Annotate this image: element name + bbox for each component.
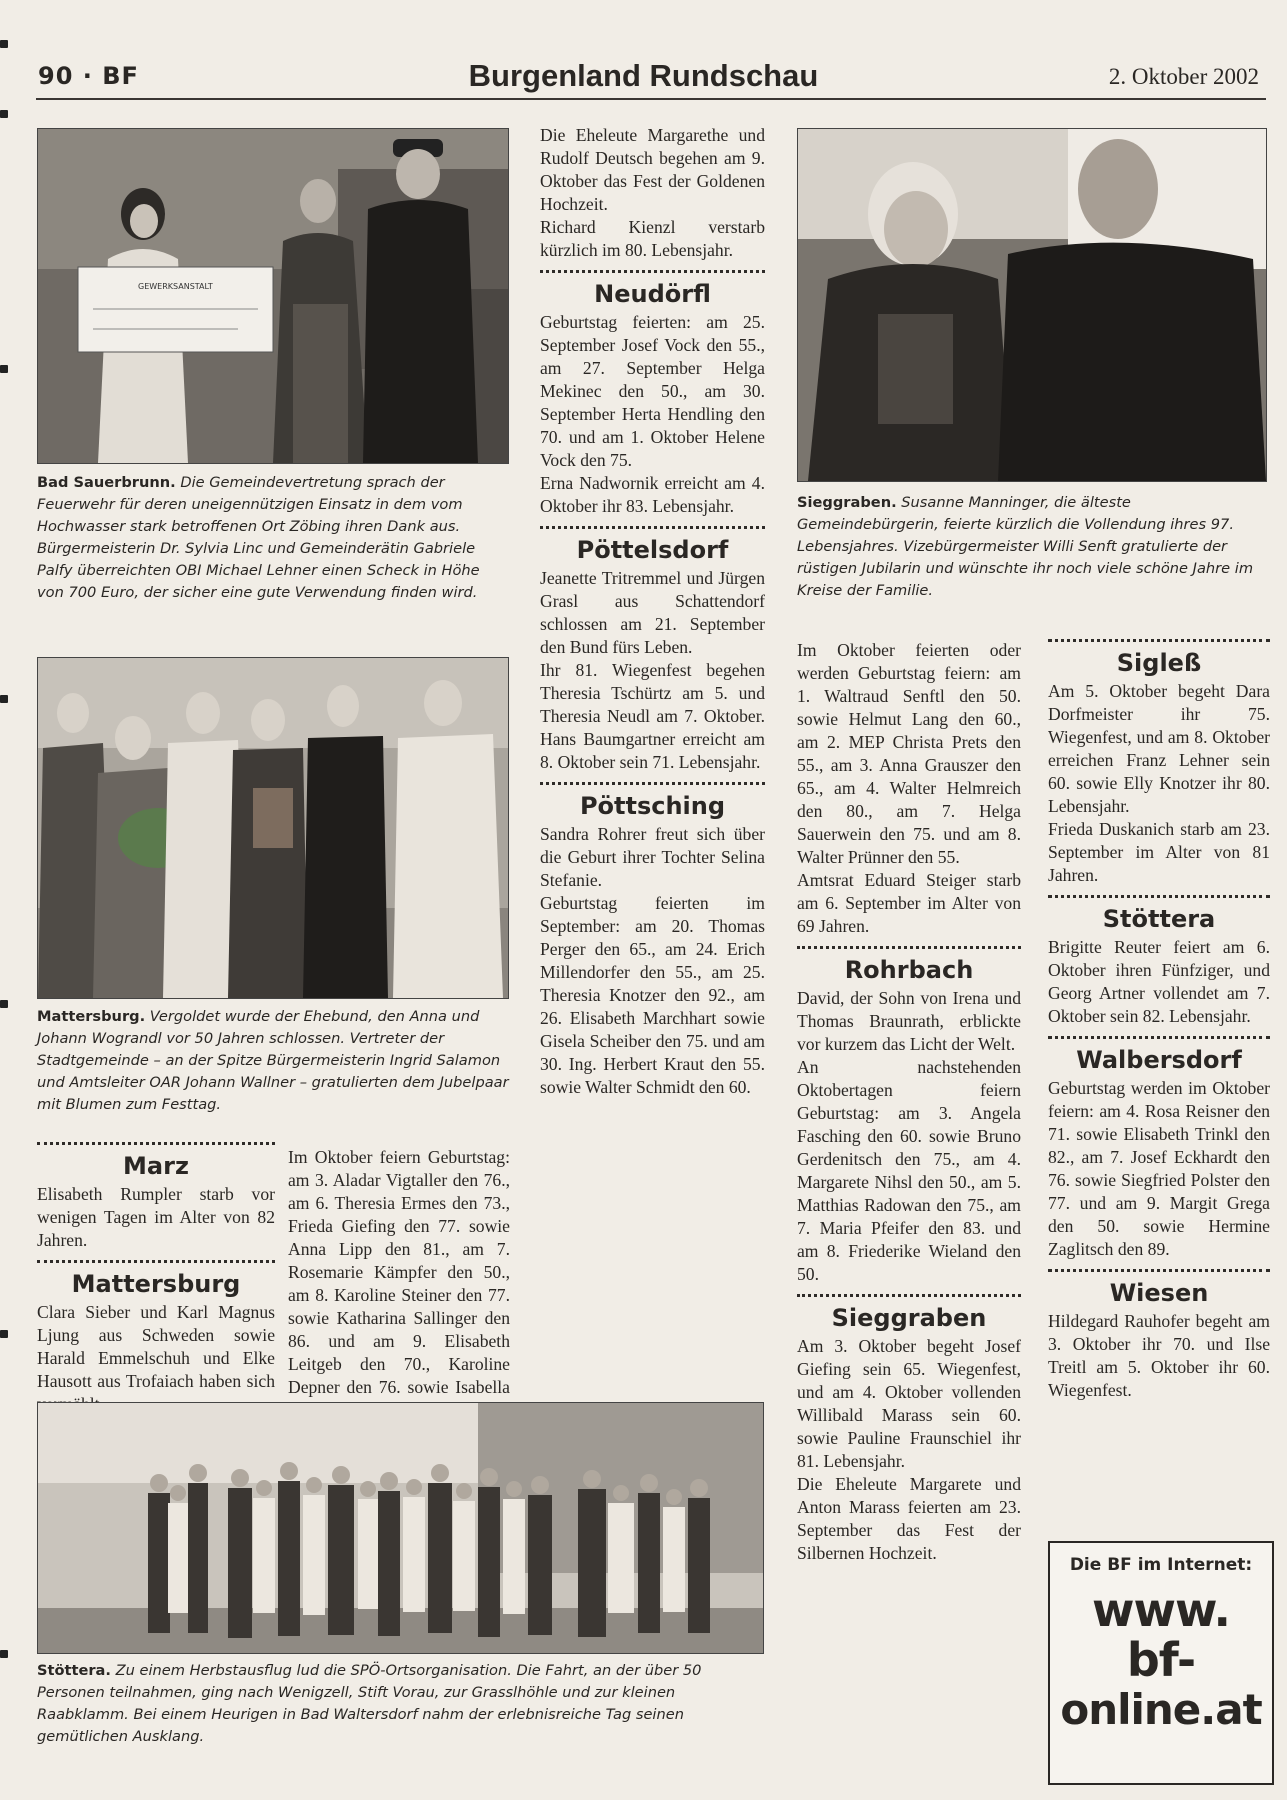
column-2-lower [288, 1146, 510, 1422]
section-body-poettsching-2: Geburtstag feierten im September: am 20. Thomas Perger den 65., am 24. Erich Millendorfer den 55., am 25. Theresia Knotzer den 92., am 26. Elisabeth Marchhart sowie Gisela Scheiber den 75. und am 30. Ing. Herbert Kraut den 55. sowie Walter Schmidt den 60. [540, 893, 765, 1097]
caption-text: Die Gemeindevertretung sprach der Feuerwehr für deren uneigennützigen Einsatz in dem vom Hochwasser stark betroffenen Ort Zöbing ihren Dank aus. Bürgermeisterin Dr. Sylvia Linc und Gemeinderätin Gabriele Palfy überreichten OBI Michael Lehner einen Scheck in Höhe von 700 Euro, der sicher eine gute Verwendung finden wird. [37, 474, 480, 601]
newspaper-title: Burgenland Rundschau [468, 58, 819, 93]
caption-bad-sauerbrunn [37, 472, 511, 604]
section-divider [37, 1142, 275, 1145]
section-head-sieggraben: Sieggraben [831, 1304, 987, 1332]
section-divider [1048, 1269, 1270, 1272]
section-divider [37, 1260, 275, 1263]
section-divider [540, 782, 765, 785]
page-number: 90 · BF [38, 62, 139, 90]
section-divider [540, 526, 765, 529]
section-divider [797, 946, 1021, 949]
ad-url-line-2: bf- [1126, 1633, 1196, 1687]
section-head-mattersburg: Mattersburg [71, 1270, 241, 1298]
section-divider [1048, 895, 1270, 898]
caption-place: Mattersburg. [37, 1008, 146, 1025]
margin-mark [0, 695, 8, 703]
margin-mark [0, 110, 8, 118]
section-body-sigless: Am 5. Oktober begeht Dara Dorfmeister ihr 75. Wiegenfest, und am 8. Oktober erreichen Franz Lehner sein 60. sowie Elly Knotzer ihr 80. Lebensjahr. [1048, 681, 1270, 816]
margin-mark [0, 1000, 8, 1008]
section-divider [1048, 639, 1270, 642]
margin-mark [0, 1650, 8, 1658]
caption-sieggraben [797, 492, 1269, 602]
caption-place: Stöttera. [37, 1662, 111, 1679]
section-body-rohrbach-2: An nachstehenden Oktobertagen feiern Geburtstag: am 3. Angela Fasching den 60. sowie Bruno Gerdenitsch den 75., am 4. Margarete Nihsl den 50., am 5. Matthias Radowan den 75., am 7. Maria Pfeifer den 83. und am 8. Friederike Wieland den 50. [797, 1057, 1021, 1284]
section-head-sigless: Sigleß [1116, 649, 1202, 677]
section-body-wiesen: Hildegard Rauhofer begeht am 3. Oktober ihr 70. und Ilse Treitl am 5. Oktober ihr 60. Wiegenfest. [1048, 1311, 1270, 1400]
section-body-sieggraben-2: Die Eheleute Margarete und Anton Marass feierten am 23. September das Fest der Silbernen Hochzeit. [797, 1474, 1021, 1563]
column-5 [1048, 639, 1270, 1402]
section-divider [1048, 1036, 1270, 1039]
cheque-label: GEWERKSANSTALT [138, 282, 213, 291]
section-body-neudoerfl: Geburtstag feierten: am 25. September Josef Vock den 55., am 27. September Helga Mekinec den 50., am 30. September Herta Hendling den 70. und am 1. Oktober Helene Vock den 75. [540, 312, 765, 470]
section-body-poettsching-4: Amtsrat Eduard Steiger starb am 6. September im Alter von 69 Jahren. [797, 870, 1021, 936]
section-head-marz: Marz [123, 1152, 189, 1180]
margin-mark [0, 40, 8, 48]
section-head-poettelsdorf: Pöttelsdorf [576, 536, 729, 564]
section-body-sigless-2: Frieda Duskanich starb am 23. September im Alter von 81 Jahren. [1048, 819, 1270, 885]
ad-url-line-3: online.at [1060, 1685, 1262, 1734]
photo-bad-sauerbrunn [37, 128, 509, 464]
photo-sieggraben [797, 128, 1267, 482]
ad-url-line-1: www. [1091, 1583, 1231, 1637]
section-head-rohrbach: Rohrbach [844, 956, 974, 984]
section-body-sieggraben: Am 3. Oktober begeht Josef Giefing sein 65. Wiegenfest, und am 4. Oktober vollenden Willibald Marass sein 60. sowie Pauline Fraunschiel ihr 81. Lebensjahr. [797, 1336, 1021, 1471]
caption-place: Sieggraben. [797, 494, 897, 511]
section-head-stoettera: Stöttera [1102, 905, 1216, 933]
caption-mattersburg [37, 1006, 511, 1116]
section-head-wiesen: Wiesen [1109, 1279, 1209, 1307]
caption-text: Zu einem Herbstausflug lud die SPÖ-Ortsorganisation. Die Fahrt, an der über 50 Personen teilnahmen, ging nach Wenigzell, Stift Vorau, zur Grasslhöhle und zur kleinen Raabklamm. Bei einem Heurigen in Bad Waltersdorf nahm der erlebnisreiche Tag seinen gemütlichen Ausklang. [37, 1662, 702, 1745]
section-body-stoettera: Brigitte Reuter feiert am 6. Oktober ihren Fünfziger, und Georg Artner vollendet am 7. Oktober sein 82. Lebensjahr. [1048, 937, 1270, 1026]
caption-text: Susanne Manninger, die älteste Gemeindebürgerin, feierte kürzlich die Vollendung ihres 97. Lebensjahres. Vizebürgermeister Willi Senft gratulierte der rüstigen Jubilarin und wünschte ihr noch viele schöne Jahre im Kreise der Familie. [797, 494, 1254, 599]
column-1-lower [37, 1134, 275, 1416]
section-head-walbersdorf: Walbersdorf [1076, 1046, 1242, 1074]
section-body-neudoerfl-2: Erna Nadwornik erreicht am 4. Oktober ihr 83. Lebensjahr. [540, 473, 765, 516]
column-3 [540, 124, 765, 1099]
section-body-walbersdorf: Geburtstag werden im Oktober feiern: am 4. Rosa Reisner den 71. sowie Elisabeth Trinkl den 82., am 7. Josef Eckhardt den 76. sowie Siegfried Polster den 77. und am 9. Margit Grega den 50. sowie Hermine Zaglitsch den 89. [1048, 1078, 1270, 1259]
section-body-mattersburg-birthdays: Im Oktober feiern Geburtstag: am 3. Aladar Vigtaller den 76., am 6. Theresia Ermes den 73., Frieda Giefing den 77. sowie Anna Lipp den 81., am 7. Rosemarie Kämpfer den 50., am 8. Karoline Steiner den 77. sowie Katharina Sallinger den 86. und am 9. Elisabeth Leitgeb den 70., Karoline Depner den 76. sowie Isabella [288, 1147, 510, 1397]
section-body-mattersburg-obituary: Richard Kienzl verstarb kürzlich im 80. Lebensjahr. [540, 217, 765, 260]
section-head-poettsching: Pöttsching [579, 792, 726, 820]
section-body-marz: Elisabeth Rumpler starb vor wenigen Tagen im Alter von 82 Jahren. [37, 1184, 275, 1250]
issue-date: 2. Oktober 2002 [1108, 64, 1259, 89]
margin-mark [0, 365, 8, 373]
section-body-poettsching: Sandra Rohrer freut sich über die Geburt ihrer Tochter Selina Stefanie. [540, 824, 765, 890]
ad-heading: Die BF im Internet: [1069, 1555, 1253, 1575]
photo-stoettera-group [37, 1402, 764, 1654]
section-divider [540, 270, 765, 273]
photo-mattersburg [37, 657, 509, 999]
caption-stoettera [37, 1660, 765, 1748]
caption-text: Vergoldet wurde der Ehebund, den Anna und Johann Wograndl vor 50 Jahren schlossen. Vertreter der Stadtgemeinde – an der Spitze Bürgermeisterin Ingrid Salamon und Amtsleiter OAR Johann Wallner – gratulierten dem Jubelpaar mit Blumen zum Festtag. [37, 1008, 509, 1113]
section-body-mattersburg-wedding: Die Eheleute Margarethe und Rudolf Deutsch begehen am 9. Oktober das Fest der Goldenen Hochzeit. [540, 125, 765, 214]
section-body-poettsching-3: Im Oktober feierten oder werden Geburtstag feiern: am 1. Waltraud Senftl den 50. sowie Helmut Lang den 60., am 2. MEP Christa Prets den 55., am 3. Anna Grauszer den 65., am 4. Walter Helmreich den 80., am 7. Helga Sauerwein den 75. und am 8. Walter Prünner den 55. [797, 640, 1021, 867]
section-body-poettelsdorf-2: Ihr 81. Wiegenfest begehen Theresia Tschürtz am 5. und Theresia Neudl am 7. Oktober. Hans Baumgartner erreicht am 8. Oktober sein 71. Lebensjahr. [540, 660, 765, 772]
section-head-neudoerfl: Neudörfl [594, 280, 711, 308]
caption-place: Bad Sauerbrunn. [37, 474, 176, 491]
margin-mark [0, 1330, 8, 1338]
internet-ad-box [1048, 1541, 1274, 1785]
column-4 [797, 639, 1021, 1565]
section-divider [797, 1294, 1021, 1297]
section-body-mattersburg: Clara Sieber und Karl Magnus Ljung aus Schweden sowie Harald Emmelschuh und Elke Hausott aus Trofaiach haben sich [37, 1302, 275, 1391]
section-body-rohrbach: David, der Sohn von Irena und Thomas Braunrath, erblickte vor kurzem das Licht der Welt. [797, 988, 1021, 1054]
header-rule [36, 98, 1266, 100]
section-body-poettelsdorf: Jeanette Tritremmel und Jürgen Grasl aus Schattendorf schlossen am 21. September den Bund fürs Leben. [540, 568, 765, 657]
